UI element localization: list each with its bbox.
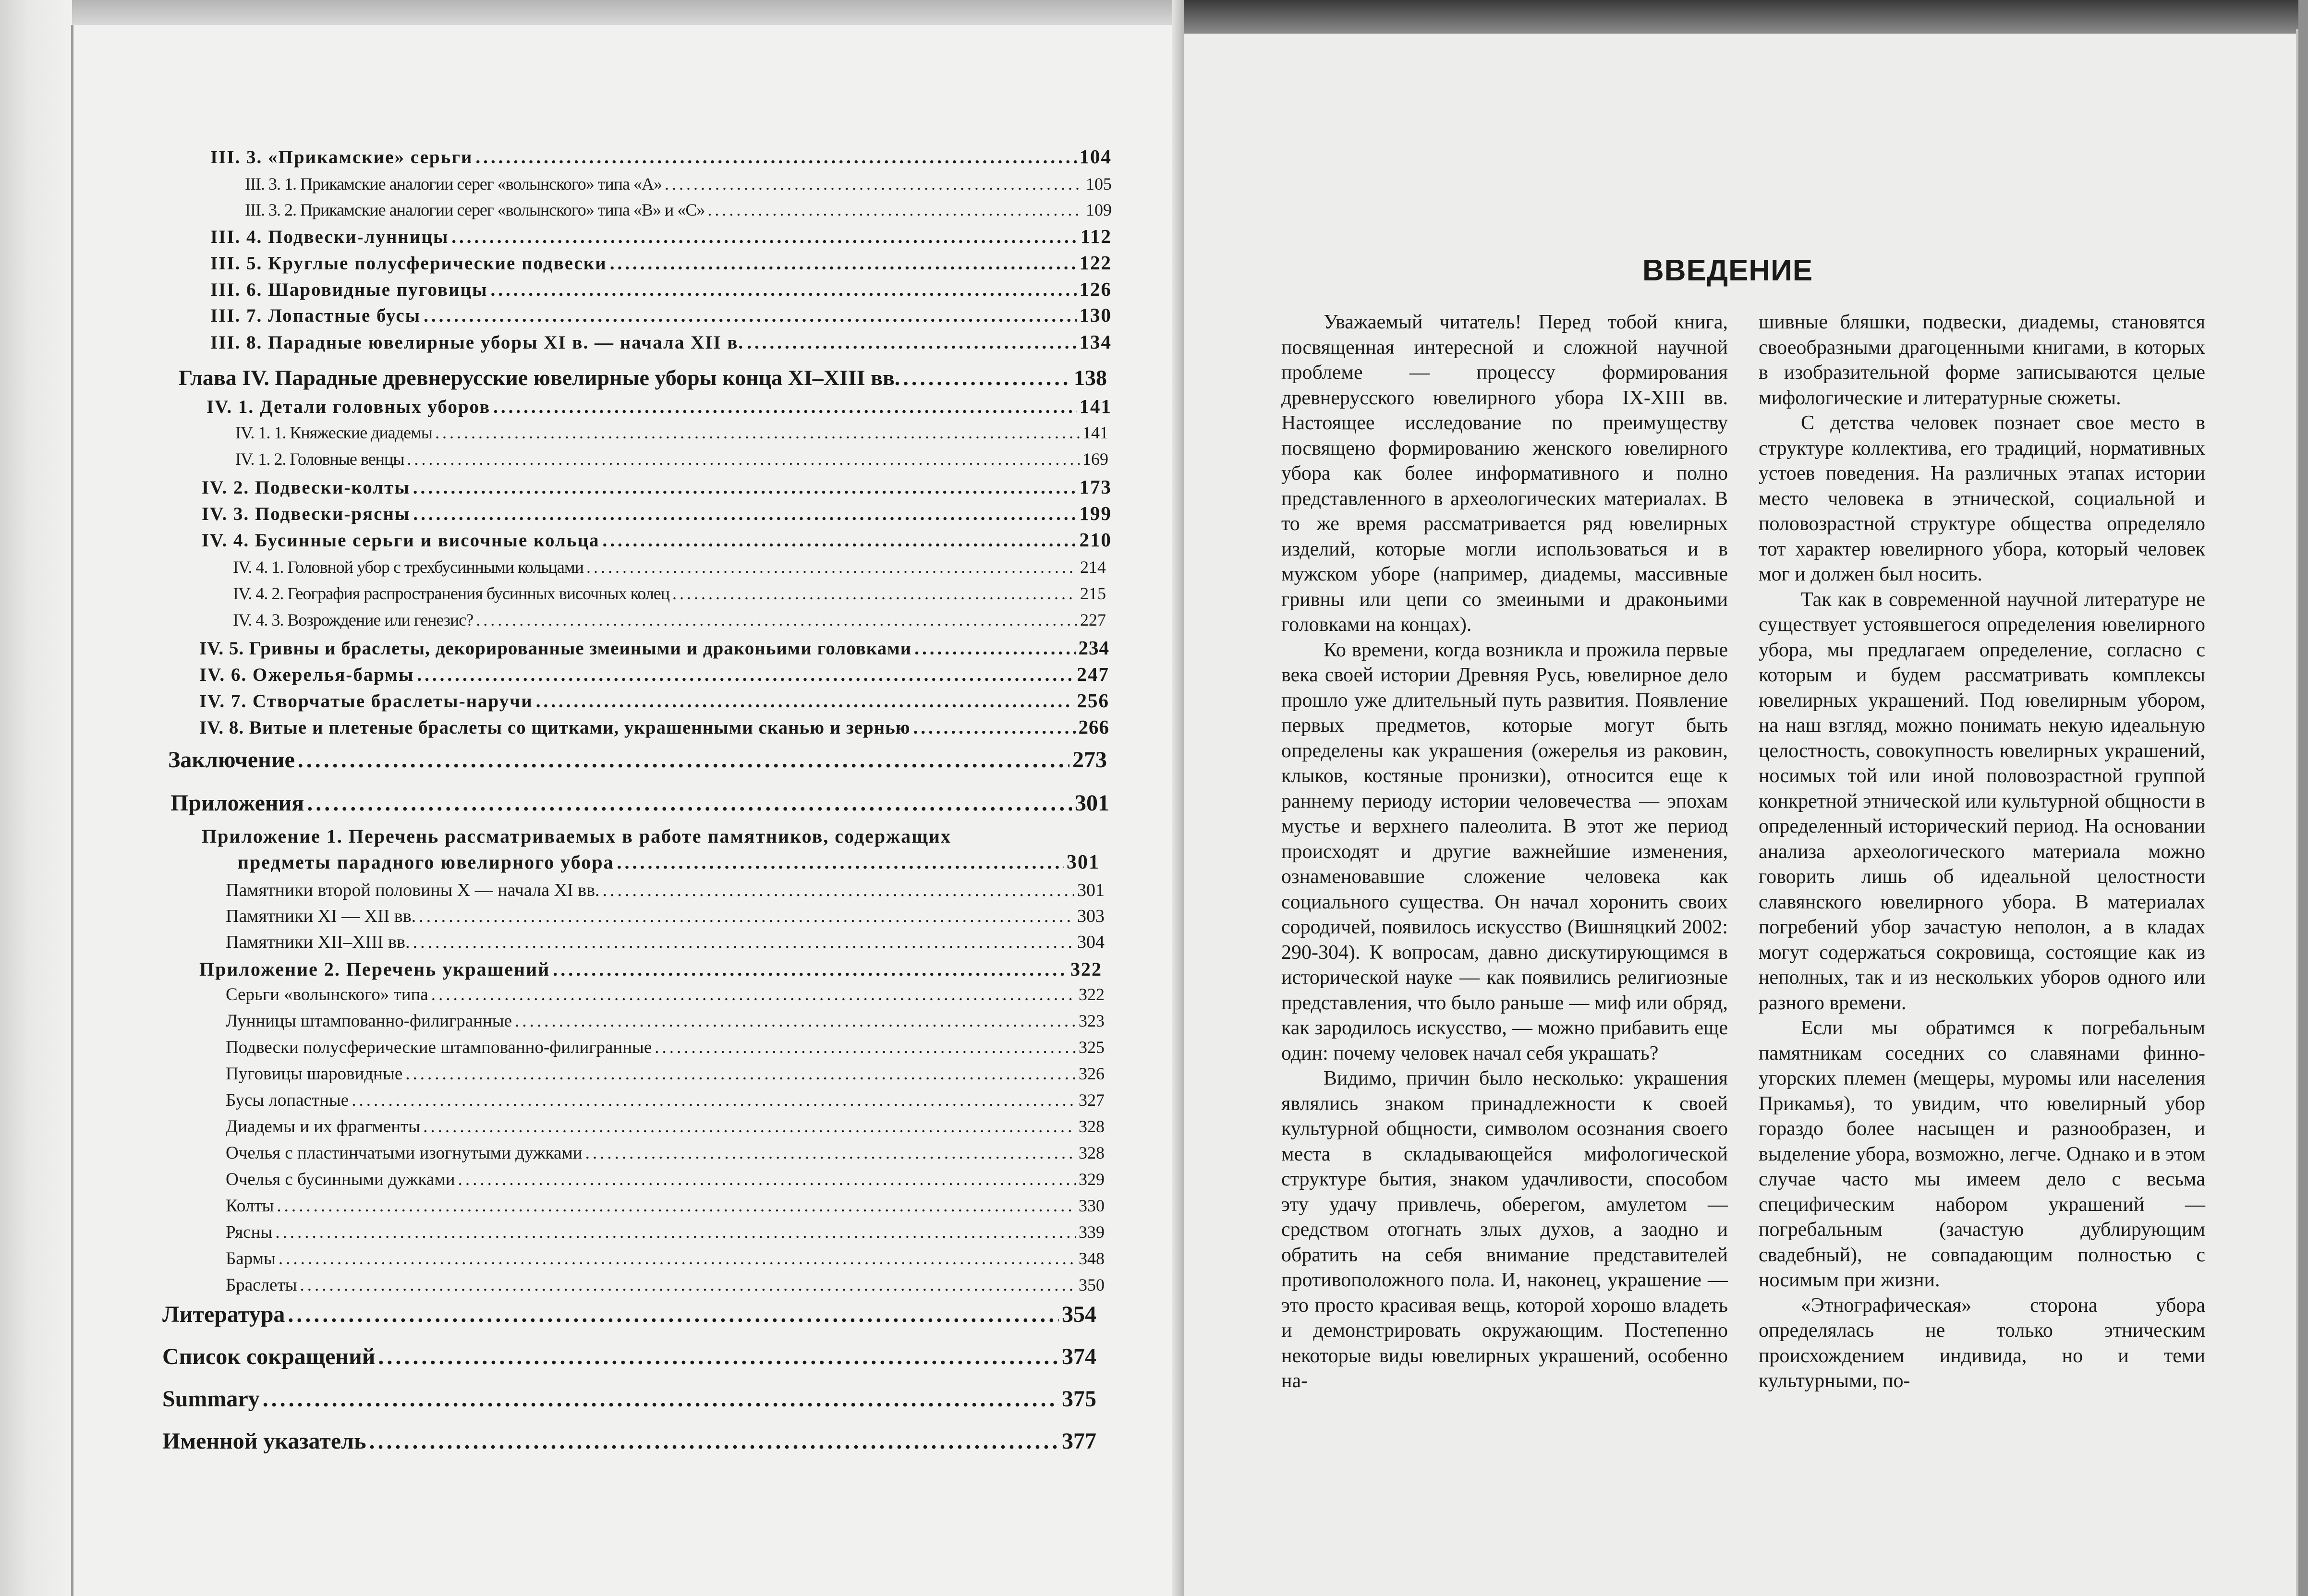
toc-entry: Бармы ..... 348 [226,1248,1105,1269]
toc-entry: Очелья с пластинчатыми изогнутыми дужками ..... 328 [226,1143,1105,1163]
toc-entry: Рясны ..... 339 [226,1222,1105,1243]
page-title: ВВЕДЕНИЕ [1642,254,1813,287]
toc-entry: IV. 4. 3. Возрождение или генезис? ..... 227 [233,610,1106,630]
toc-entry: предметы парадного ювелирного убора ..... 301 [238,851,1100,874]
toc-entry: IV. 4. 1. Головной убор с трехбусинными кольцами ..... 214 [233,557,1106,577]
toc-entry: Колты ..... 330 [226,1196,1105,1216]
top-band [0,0,1184,25]
page-edge-line [71,25,73,1596]
toc-entry: Браслеты ..... 350 [226,1275,1105,1295]
toc-entry: IV. 4. 2. География распространения бусинных височных колец ..... 215 [233,583,1106,604]
toc-entry: Приложение 2. Перечень украшений ..... 322 [199,958,1102,980]
toc-chapter: Глава IV. Парадные древнерусские ювелирные уборы конца XI–XIII вв. ..... 138 [179,365,1107,390]
paragraph: Видимо, причин было несколько: украшения являлись знаком принадлежности к своей культурной общности, символом осознания своего места в складывающейся мифологической структуре бытия, знаком удачливости, способом эту удачу привлечь, оберегом, амулетом — средством отогнать злых духов, а заодно и обратить на себя внимание представителей противоположного пола. И, наконец, украшение — это просто красивая вещь, которой хорошо владеть и демонстрировать окружающим. Постепенно некоторые виды ювелирных украшений, особенно на- [1281,1067,1728,1392]
toc-entry: Памятники XII–XIII вв. ..... 304 [226,931,1105,953]
toc-entry: IV. 5. Гривны и браслеты, декорированные змеиными и драконьими головками ..... 234 [199,636,1109,659]
toc-entry: III. 3. 2. Прикамские аналогии серег «волынского» типа «В» и «С» ..... 109 [245,200,1112,220]
toc-entry: Очелья с бусинными дужками ..... 329 [226,1169,1105,1190]
toc-section: Литература ..... 354 [162,1301,1096,1328]
paragraph: шивные бляшки, подвески, диадемы, становятся своеобразными драгоценными книгами, в которых в изобразительной форме записываются целые мифологические и литературные сюжеты. [1759,311,2205,409]
toc-entry: Приложение 1. Перечень рассматриваемых в работе памятников, содержащих [202,825,951,847]
toc-entry: IV. 1. 2. Головные венцы ..... 169 [235,449,1108,469]
toc-entry: IV. 6. Ожерелья-бармы ..... 247 [199,663,1109,686]
toc-entry: Бусы лопастные ..... 327 [226,1090,1105,1111]
paragraph: Ко времени, когда возникла и прожила первые века своей истории Древняя Русь, ювелирное дело прошло уже длительный путь развития. Появление первых предметов, которые могут быть определены как украшения (ожерелья из раковин, клыков, костяные пронизки), относится еще к раннему периоду истории человечества — эпохам мустье и верхнего палеолита. В этот же период происходят и другие важнейшие изменения, ознаменовавшие сложение человека как социального существа. Он начал хоронить своих сородичей, появилось искусство (Вишняцкий 2002: 290-304). К вопросам, давно дискутирующимся в исторической науке — как появились религиозные представления, что было раньше — миф или обряд, как зародилось искусство, — можно прибавить еще один: почему человек начал себя украшать? [1281,639,1728,1064]
toc-entry: III. 6. Шаровидные пуговицы ..... 126 [210,278,1112,301]
toc-entry: Подвески полусферические штампованно-филигранные ..... 325 [226,1037,1105,1058]
toc-entry: IV. 4. Бусинные серьги и височные кольца ..... 210 [202,528,1112,551]
toc-entry: Пуговицы шаровидные ..... 326 [226,1064,1105,1084]
toc-entry: IV. 8. Витые и плетеные браслеты со щитками, украшенными сканью и зернью ..... 266 [199,715,1109,738]
toc-entry: III. 5. Круглые полусферические подвески ..... 122 [210,251,1112,274]
page-edge [2298,0,2308,1596]
toc-entry: III. 3. 1. Прикамские аналогии серег «волынского» типа «А» ..... 105 [245,174,1112,194]
paragraph: «Этнографическая» сторона убора определялась не только этническим происхождением индивида, но и теми культурными, по- [1759,1294,2205,1392]
toc-section: Summary ..... 375 [162,1386,1096,1412]
page-edge [0,0,72,1596]
toc-entry: III. 7. Лопастные бусы ..... 130 [210,303,1112,326]
paragraph: Если мы обратимся к погребальным памятникам соседних со славянами финно-угорских племен (мещеры, муромы или населения Прикамья), то увидим, что ювелирный убор гораздо более насыщен и разнообразен, и выделение убора, возможно, легче. Однако и в этом случае часто мы имеем дело с весьма специфическим набором украшений — погребальным (зачастую дублирующим свадебный), не совпадающим полностью с носимым при жизни. [1759,1017,2205,1291]
toc-entry: Диадемы и их фрагменты ..... 328 [226,1116,1105,1137]
top-band [1184,0,2308,34]
book-gutter [1172,0,1184,1596]
paragraph: Уважаемый читатель! Перед тобой книга, посвященная интересной и сложной научной проблеме — процессу формирования древнерусского ювелирного убора IX-XIII вв. Настоящее исследование по преимуществу посвящено формированию женского ювелирного убора как более информативного и полно представленного в археологических материалах. В то же время рассматривается ряд ювелирных изделий, которые могли использоваться и в мужском уборе (например, диадемы, массивные гривны или цепи со змеиными и драконьими головками на концах). [1281,311,1728,636]
toc-entry: Лунницы штампованно-филигранные ..... 323 [226,1011,1105,1031]
toc-entry: III. 8. Парадные ювелирные уборы XI в. — начала XII в. ..... 134 [210,330,1112,353]
toc-entry: IV. 7. Створчатые браслеты-наручи ..... 256 [199,689,1109,712]
toc-section: Приложения ..... 301 [170,790,1109,816]
paragraph: Так как в современной научной литературе не существует устоявшегося определения ювелирного убора, мы предлагаем определение, согласно с которым и будем рассматривать комплексы ювелирных украшений. Под ювелирным убором, на наш взгляд, можно понимать некую идеальную целостность, совокупность ювелирных украшений, носимых той или иной половозрастной группой конкретной этнической или культурной общности в определенный исторический период. На основании анализа археологического материала можно говорить лишь об идеальной целостности славянского ювелирного убора. В материалах погребений убор зачастую неполон, а в кладах могут содержаться сокровища, состоящие как из неполных, так и из нескольких уборов одного или разного времени. [1759,588,2205,1014]
toc-section: Заключение ..... 273 [168,747,1107,773]
toc-entry: IV. 1. 1. Княжеские диадемы ..... 141 [235,423,1108,443]
toc-entry: III. 3. «Прикамские» серьги ..... 104 [210,145,1112,168]
toc-entry: Памятники второй половины X — начала XI вв. ..... 301 [226,880,1105,901]
toc-entry: Серьги «волынского» типа ..... 322 [226,984,1105,1005]
toc-section: Именной указатель ..... 377 [162,1428,1096,1454]
toc-entry: Памятники XI — XII вв. ..... 303 [226,906,1105,927]
text-column-right [1759,310,2205,1394]
toc-entry: IV. 2. Подвески-колты ..... 173 [202,475,1112,498]
toc-entry: III. 4. Подвески-лунницы ..... 112 [210,225,1112,248]
toc-entry: IV. 1. Детали головных уборов ..... 141 [207,395,1112,418]
toc-section: Список сокращений ..... 374 [162,1343,1096,1370]
toc-entry: IV. 3. Подвески-рясны ..... 199 [202,502,1112,525]
paragraph: С детства человек познает свое место в структуре коллектива, его традиций, нормативных устоев поведения. На различных этапах истории место человека в этнической, социальной и половозрастной структуре общества определяло тот характер ювелирного убора, который человек мог и должен был носить. [1759,412,2205,585]
text-column-left [1281,310,1728,1394]
